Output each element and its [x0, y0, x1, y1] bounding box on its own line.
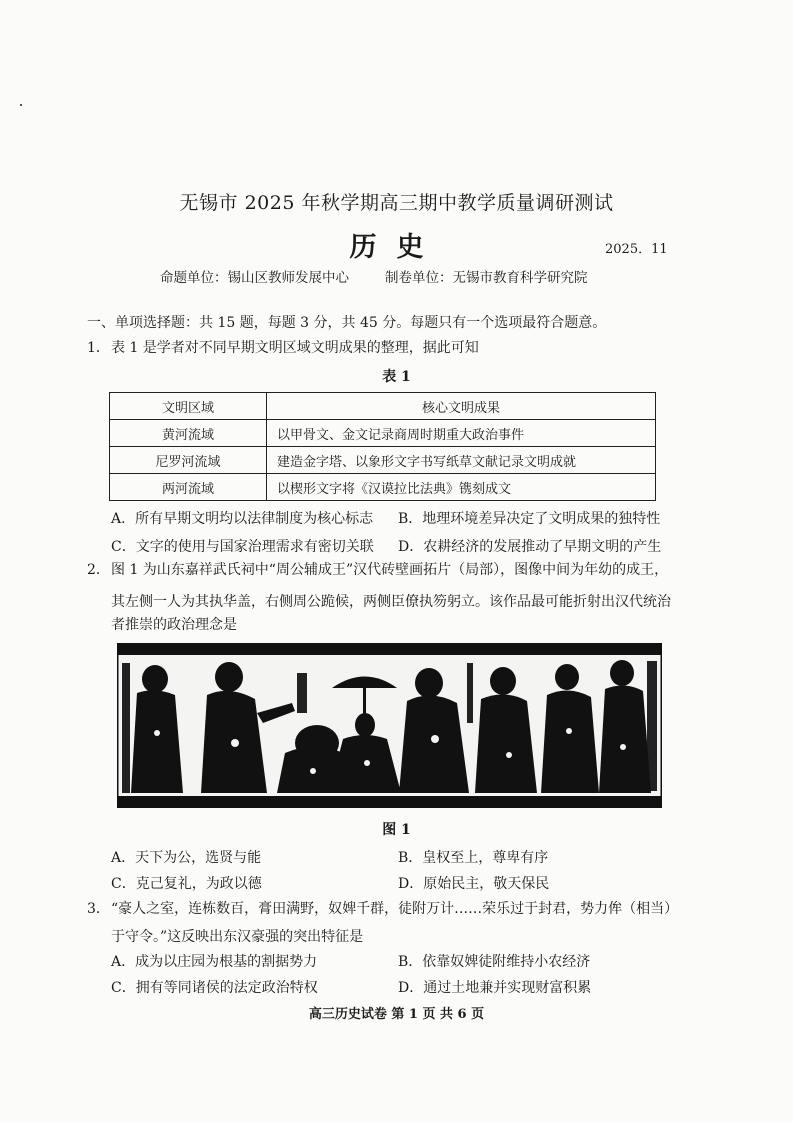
- table-cell: 两河流域: [110, 474, 267, 501]
- table-cell: 以楔形文字将《汉谟拉比法典》镌刻成文: [267, 474, 656, 501]
- subject-title: 历史: [349, 232, 444, 263]
- table-header-row: [110, 393, 656, 420]
- table-row: [110, 420, 656, 447]
- question-text: 表 1 是学者对不同早期文明区域文明成果的整理，据此可知: [111, 340, 479, 356]
- question-1-stem: [87, 335, 687, 362]
- q3-option-d: D．通过土地兼并实现财富积累: [398, 980, 592, 996]
- table-header-cell: 核心文明成果: [267, 393, 656, 420]
- q1-option-b: B．地理环境差异决定了文明成果的独特性: [398, 511, 661, 527]
- question-3-line-1: [87, 896, 707, 923]
- question-text: 图 1 为山东嘉祥武氏祠中“周公辅成王”汉代砖壁画拓片（局部），图像中间为年幼的成王，: [111, 562, 669, 578]
- question-number: 2．: [87, 562, 110, 578]
- q2-option-d: D．原始民主，敬天保民: [398, 876, 550, 892]
- question-2-line-1: [87, 557, 687, 584]
- q2-option-c: C．克己复礼，为政以德: [111, 876, 262, 892]
- q3-option-a: A．成为以庄园为根基的割据势力: [111, 954, 318, 970]
- page-footer: 高三历史试卷 第 1 页 共 6 页: [308, 1007, 485, 1022]
- q1-option-a: A．所有早期文明均以法律制度为核心标志: [111, 511, 374, 527]
- table-cell: 建造金字塔、以象形文字书写纸草文献记录文明成就: [267, 447, 656, 474]
- question-2-line-3: 者推崇的政治理念是: [111, 617, 237, 633]
- table-header-cell: 文明区域: [110, 393, 267, 420]
- table-row: [110, 447, 656, 474]
- q1-option-d: D．农耕经济的发展推动了早期文明的产生: [398, 539, 662, 555]
- production-unit: 制卷单位：无锡市教育科学研究院: [385, 270, 588, 286]
- table-cell: 黄河流域: [110, 420, 267, 447]
- table-cell: 以甲骨文、金文记录商周时期重大政治事件: [267, 420, 656, 447]
- question-number: 1．: [87, 340, 110, 356]
- table-cell: 尼罗河流域: [110, 447, 267, 474]
- exam-date: 2025．11: [605, 242, 668, 257]
- section-heading: 一、单项选择题：共 15 题，每题 3 分，共 45 分。每题只有一个选项最符合题意。: [87, 315, 607, 331]
- question-3-line-2: 于守令。”这反映出东汉豪强的突出特征是: [111, 929, 364, 945]
- question-text: “豪人之室，连栋数百，膏田满野，奴婢千群，徒附万计……荣乐过于封君，势力侔（相当）: [111, 901, 679, 917]
- question-number: 3．: [87, 901, 110, 917]
- scan-speck: [20, 104, 22, 106]
- exam-title: 无锡市 2025 年秋学期高三期中教学质量调研测试: [179, 192, 614, 214]
- q1-option-c: C．文字的使用与国家治理需求有密切关联: [111, 539, 374, 555]
- q2-option-a: A．天下为公，选贤与能: [111, 850, 262, 866]
- q2-option-b: B．皇权至上，尊卑有序: [398, 850, 549, 866]
- civilization-table: [109, 392, 656, 501]
- proposition-unit: 命题单位：锡山区教师发展中心: [160, 270, 349, 286]
- question-2-line-2: 其左侧一人为其执华盖，右侧周公跪候，两侧臣僚执笏躬立。该作品最可能折射出汉代统治: [111, 594, 671, 610]
- table-caption: 表 1: [382, 369, 411, 385]
- q3-option-b: B．依靠奴婢徒附维持小农经济: [398, 954, 591, 970]
- table-row: [110, 474, 656, 501]
- rubbing-image: [117, 643, 662, 808]
- exam-units: [160, 266, 588, 286]
- figure-caption: 图 1: [382, 822, 411, 838]
- q3-option-c: C．拥有等同诸侯的法定政治特权: [111, 980, 318, 996]
